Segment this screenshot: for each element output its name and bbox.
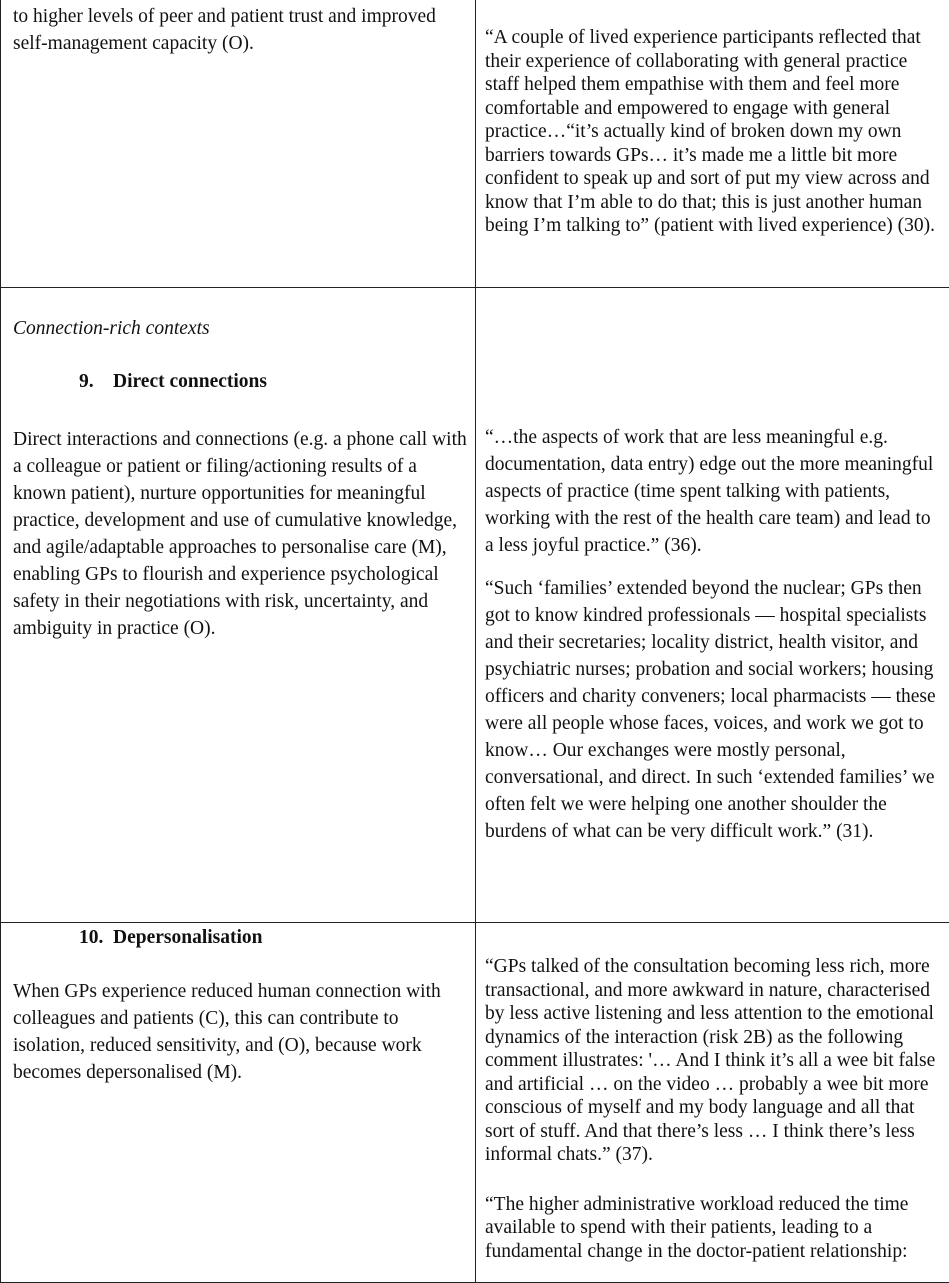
section-heading [13,368,467,395]
section-heading [13,924,467,951]
body-text: Direct interactions and connections (e.g. a phone call with a colleague or patient or filing/actioning results of a known patient), nurture opportunities for meaningful practice, development and use of cumulative knowledge, and agile/adaptable approaches to personalise care (M), enabling GPs to flourish and experience psychological safety in their negotiations with risk, uncertainty, and ambiguity in practice (O). [13,426,467,642]
table-cell-left [1,0,476,288]
quote-text: “A couple of lived experience participants reflected that their experience of collaborating with general practice staff helped them empathise with them and feel more comfortable and empowered to engage with general practice…“it’s actually kind of broken down my own barriers towards GPs… it’s made me a little bit more confident to speak up and sort of put my view across and know that I’m able to do that; this is just another human being I’m talking to” (patient with lived experience) (30). [485,26,942,238]
quote-text: “Such ‘families’ extended beyond the nuclear; GPs then got to know kindred professionals — hospital specialists and their secretaries; locality district, health visitor, and psychiatric nurses; probation and social workers; housing officers and charity conveners; local pharmacists — these were all people whose faces, voices, and work we got to know… Our exchanges were mostly personal, conversational, and direct. In such ‘extended families’ we often felt we were helping one another shoulder the burdens of what can be very difficult work.” (31). [485,575,942,845]
section-title: Connection-rich contexts [13,315,467,342]
table-cell-right [476,923,949,1283]
quote-text: “The higher administrative workload reduced the time available to spend with their patients, leading to a fundamental change in the doctor-patient relationship: [485,1193,942,1264]
heading-text: Depersonalisation [113,927,263,948]
table-cell-left [1,288,476,923]
table-row [1,0,949,288]
heading-number: 10. [79,924,113,951]
table-row [1,923,949,1283]
heading-text: Direct connections [113,371,267,392]
table-cell-right [476,0,949,288]
quote-text: “GPs talked of the consultation becoming less rich, more transactional, and more awkward in nature, characterised by less active listening and less attention to the emotional dynamics of the interaction (risk 2B) as the following comment illustrates: '… And I think it’s all a wee bit false and artificial … on the video … probably a wee bit more conscious of myself and my body language and all that sort of stuff. And that there’s less … I think there’s less informal chats.” (37). [485,955,942,1167]
table-cell-right [476,288,949,923]
heading-number: 9. [79,368,113,395]
quote-text: “…the aspects of work that are less meaningful e.g. documentation, data entry) edge out the more meaningful aspects of practice (time spent talking with patients, working with the rest of the health care team) and lead to a less joyful practice.” (36). [485,424,942,559]
table-row [1,288,949,923]
body-text: to higher levels of peer and patient trust and improved self-management capacity (O). [13,3,467,57]
table-cell-left [1,923,476,1283]
body-text: When GPs experience reduced human connection with colleagues and patients (C), this can contribute to isolation, reduced sensitivity, and (O), because work becomes depersonalised (M). [13,978,467,1086]
